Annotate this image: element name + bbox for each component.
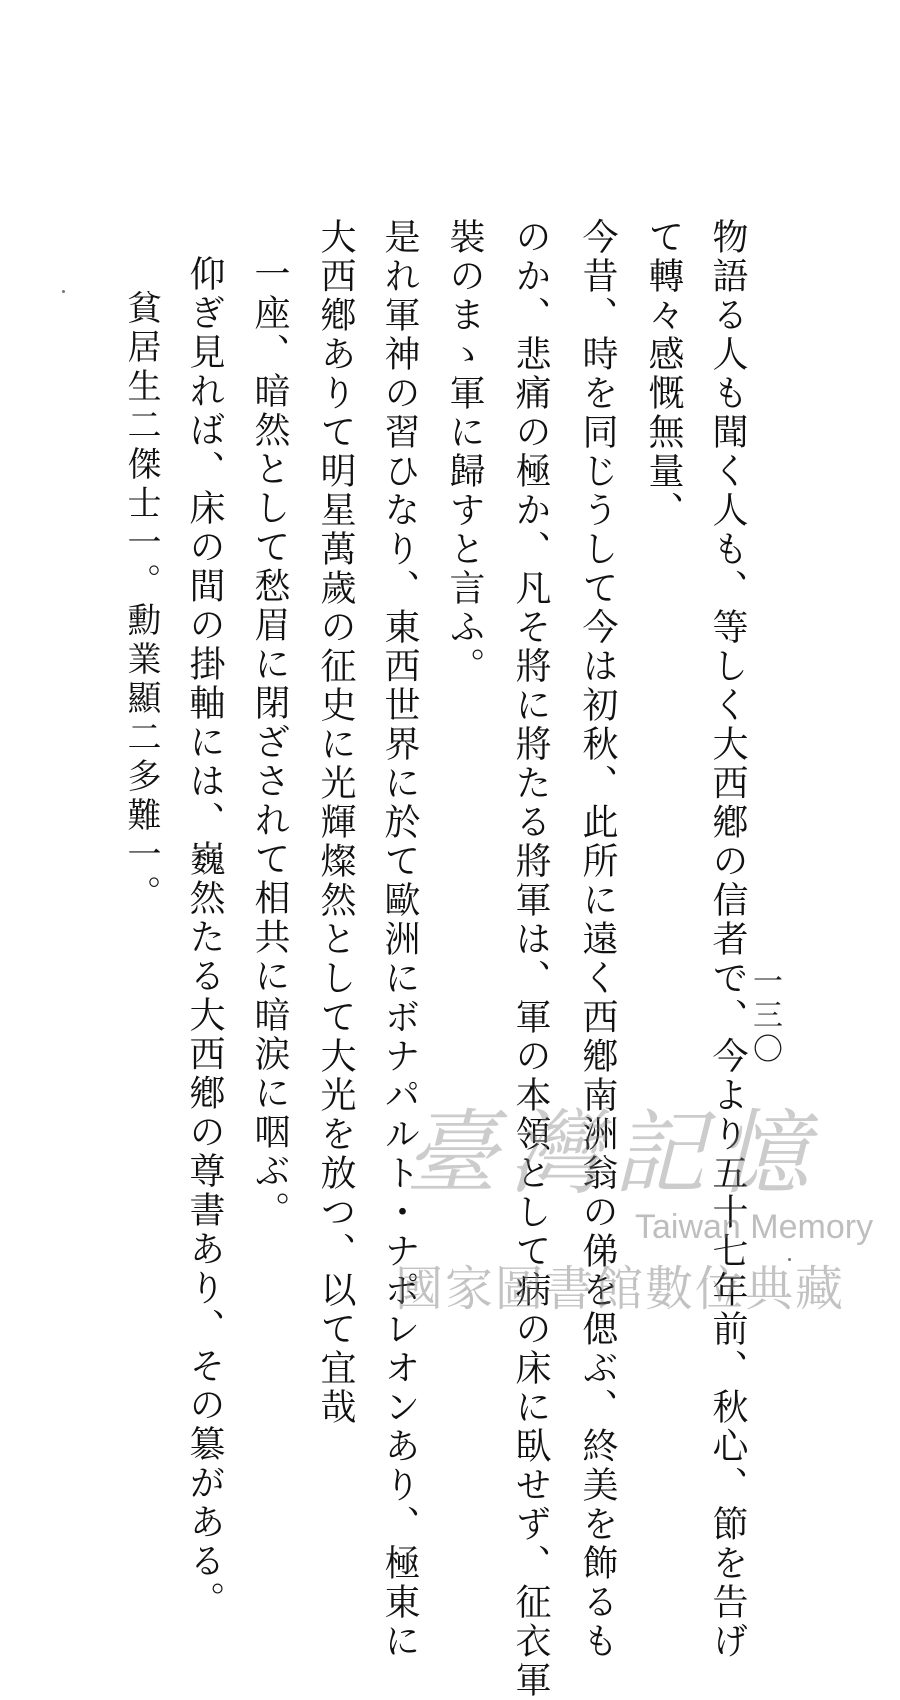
text-line-2: て轉々感慨無量、 <box>643 218 684 530</box>
text-line-9: 仰ぎ見れば、床の間の掛軸には、巍然たる大西鄕の尊書あり、その簒がある。 <box>184 255 225 1620</box>
watermark-seal: 臺灣記憶 <box>405 1100 822 1207</box>
text-line-5: 裝のまゝ軍に歸すと言ふ。 <box>444 218 485 686</box>
watermark-subtitle: 國家圖書館數位典藏 <box>395 1261 846 1317</box>
scan-speck <box>788 1258 791 1261</box>
poem-line: 貧居生二傑士一。勳業顯二多難一。 <box>121 290 161 914</box>
watermark-english: Taiwan Memory <box>635 1208 874 1246</box>
library-watermark <box>395 1080 874 1320</box>
text-line-3: 今昔、時を同じうして今は初秋、此所に遠く西鄕南洲翁の俤を偲ぶ、終美を飾るも <box>577 218 618 1661</box>
page-number: 一三〇 <box>747 965 782 1067</box>
text-line-8: 一座、暗然として愁眉に閉ざされて相共に暗涙に咽ぶ。 <box>249 255 290 1230</box>
text-line-6: 是れ軍神の習ひなり、東西世界に於て歐洲にボナパルト・ナポレオンあり、極東に <box>379 218 420 1661</box>
text-line-1: 物語る人も聞く人も、等しく大西鄕の信者で、今より五十七年前、秋心、節を告げ <box>707 218 748 1661</box>
scan-speck <box>62 290 65 293</box>
text-line-4: のか、悲痛の極か、凡そ將に將たる將軍は、軍の本領として病の床に臥せず、征衣軍 <box>510 218 551 1700</box>
text-line-7: 大西鄕ありて明星萬歲の征史に光輝燦然として大光を放つ、以て宜哉 <box>315 218 356 1427</box>
